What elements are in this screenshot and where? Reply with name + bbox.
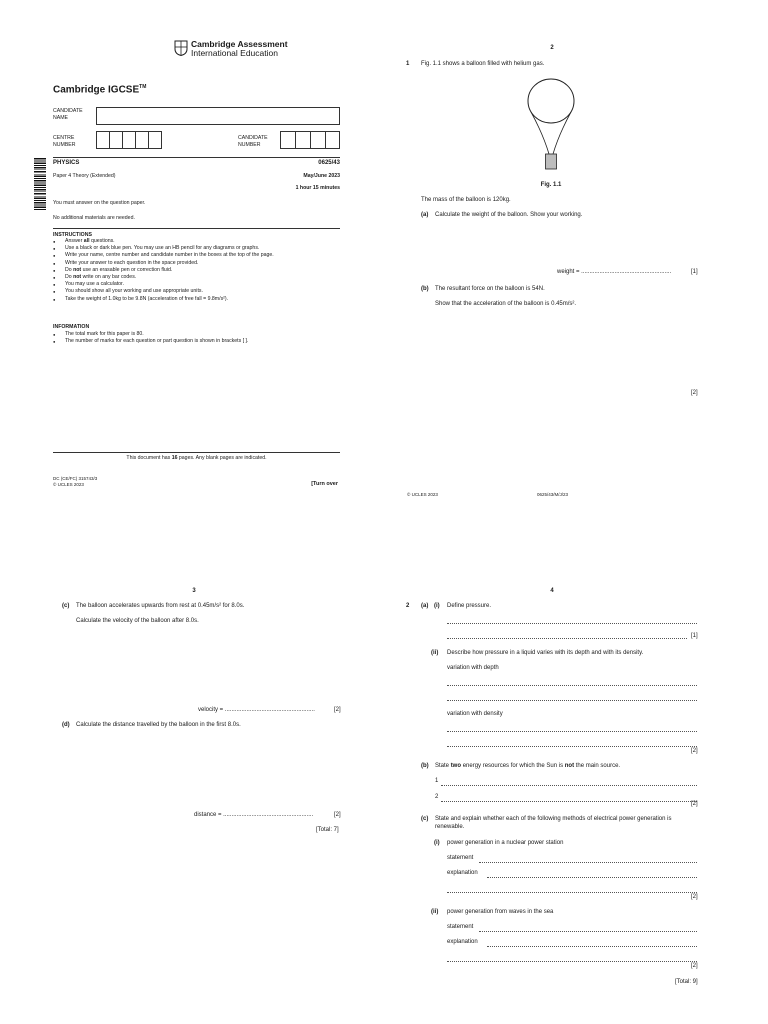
- must-answer-note: You must answer on the question paper.: [53, 200, 146, 206]
- logo-line2: International Education: [191, 48, 278, 58]
- part-c-question-line1: State and explain whether each of the following methods of electrical power generation is: [435, 816, 672, 822]
- centre-digit-box[interactable]: [122, 131, 136, 149]
- no-materials-note: No additional materials are needed.: [53, 215, 135, 221]
- answer-line[interactable]: [479, 931, 697, 932]
- page-number: 2: [550, 45, 554, 51]
- velocity-marks: [2]: [334, 707, 341, 713]
- resource-item-1-number: 1: [435, 778, 439, 784]
- part-aii-label: (ii): [431, 650, 439, 656]
- part-b-show: Show that the acceleration of the balloon is 0.45m/s².: [435, 301, 577, 307]
- centre-number-label: CENTRE NUMBER: [53, 135, 76, 148]
- part-ai-question: Define pressure.: [447, 603, 492, 609]
- footer-code: 0625/43/M/J/23: [537, 492, 569, 497]
- part-c-question-line2: renewable.: [435, 824, 465, 830]
- exam-duration: 1 hour 15 minutes: [295, 185, 340, 191]
- explanation-label: explanation: [447, 870, 478, 876]
- variation-depth-label: variation with depth: [447, 665, 499, 671]
- pages-note-post: pages. Any blank pages are indicated.: [177, 455, 267, 461]
- candidate-digit-box[interactable]: [310, 131, 326, 149]
- instruction-item: ● Write your answer to each question in the space provided.: [53, 260, 274, 267]
- mass-statement: The mass of the balloon is 120kg.: [421, 197, 511, 203]
- part-b-question: [435, 763, 620, 771]
- answer-line[interactable]: [441, 785, 697, 786]
- answer-line[interactable]: [447, 638, 687, 639]
- paper-code: 0625/43: [318, 160, 340, 166]
- instruction-item: ● You should show all your working and use appropriate units.: [53, 288, 274, 295]
- part-b-text-two: two: [450, 763, 462, 769]
- variation-density-label: variation with density: [447, 711, 503, 717]
- question-intro: Fig. 1.1 shows a balloon filled with helium gas.: [421, 61, 545, 67]
- pages-note: [53, 455, 340, 462]
- part-aii-marks: [2]: [691, 748, 698, 754]
- page-title: [53, 84, 146, 95]
- cambridge-crest-icon: [174, 40, 188, 56]
- answer-line[interactable]: [447, 961, 697, 962]
- divider: [53, 228, 340, 229]
- page-number: 3: [192, 588, 196, 594]
- centre-digit-box[interactable]: [135, 131, 149, 149]
- balloon-envelope: [528, 79, 574, 123]
- instructions-list: [53, 238, 274, 303]
- information-heading: INFORMATION: [53, 324, 90, 330]
- page-3: [30, 580, 350, 1000]
- part-b-text-not: not: [564, 763, 575, 769]
- answer-line[interactable]: [447, 892, 697, 893]
- candidate-name-label: CANDIDATE NAME: [53, 108, 83, 121]
- instruction-item: ● Do not use an erasable pen or correction fluid.: [53, 267, 274, 274]
- answer-line[interactable]: [479, 862, 697, 863]
- paper-title: Paper 4 Theory (Extended): [53, 173, 116, 179]
- instruction-item: ● Write your name, centre number and candidate number in the boxes at the top of the page.: [53, 252, 274, 259]
- barcode: [34, 158, 46, 210]
- subject: PHYSICS: [53, 160, 80, 166]
- centre-digit-box[interactable]: [148, 131, 162, 149]
- part-b-marks: [2]: [691, 390, 698, 396]
- balloon-rope-left: [531, 112, 549, 154]
- cover-page: [30, 30, 350, 500]
- part-c-label: (c): [421, 816, 429, 822]
- part-a-label: (a): [421, 212, 429, 218]
- part-c-statement: The balloon accelerates upwards from rest at 0.45m/s² for 8.0s.: [76, 603, 245, 609]
- part-cii-marks: [2]: [691, 963, 698, 969]
- footer-copyright: © UCLES 2023: [53, 482, 84, 487]
- part-b-label: (b): [421, 763, 429, 769]
- instruction-item: ● Answer all questions.: [53, 238, 274, 245]
- distance-answer-line[interactable]: distance = ......................................................: [194, 812, 314, 818]
- answer-line[interactable]: [487, 877, 697, 878]
- candidate-digit-box[interactable]: [325, 131, 340, 149]
- part-ci-question: power generation in a nuclear power station: [447, 840, 564, 846]
- part-b-label: (b): [421, 286, 429, 292]
- answer-line[interactable]: [447, 700, 697, 701]
- pages-note-pre: This document has: [126, 455, 172, 461]
- part-c-label: (c): [62, 603, 70, 609]
- page-number: 4: [550, 588, 554, 594]
- instruction-item: ● Take the weight of 1.0kg to be 9.8N (acceleration of free fall = 9.8m/s²).: [53, 296, 274, 303]
- part-a-label: (a): [421, 603, 429, 609]
- balloon-rope-right: [553, 112, 571, 154]
- explanation-label: explanation: [447, 939, 478, 945]
- part-d-question: Calculate the distance travelled by the balloon in the first 8.0s.: [76, 722, 241, 728]
- divider: [53, 157, 340, 158]
- statement-label: statement: [447, 855, 474, 861]
- velocity-answer-line[interactable]: velocity = ......................................................: [198, 707, 315, 713]
- part-ai-label: (i): [434, 603, 440, 609]
- candidate-digit-box[interactable]: [295, 131, 311, 149]
- answer-line[interactable]: [447, 685, 697, 686]
- instruction-item: ● Do not write on any bar codes.: [53, 274, 274, 281]
- part-cii-question: power generation from waves in the sea: [447, 909, 554, 915]
- candidate-name-box[interactable]: [96, 107, 340, 125]
- weight-answer-line[interactable]: weight = ......................................................: [557, 269, 672, 275]
- information-item: ● The total mark for this paper is 80.: [53, 331, 248, 338]
- figure-caption: Fig. 1.1: [540, 182, 562, 188]
- part-b-text-post: the main source.: [574, 763, 621, 769]
- title-text: Cambridge IGCSE: [53, 84, 140, 96]
- logo-line1: Cambridge Assessment: [191, 39, 288, 49]
- information-item: ● The number of marks for each question or part question is shown in brackets [ ].: [53, 338, 248, 345]
- footer-copyright: © UCLES 2023: [407, 492, 438, 497]
- exam-session: May/June 2023: [303, 173, 340, 179]
- weight-marks: [1]: [691, 269, 698, 275]
- part-ci-marks: [2]: [691, 894, 698, 900]
- question-number: 1: [406, 61, 410, 67]
- instruction-item: ● Use a black or dark blue pen. You may use an HB pencil for any diagrams or graphs.: [53, 245, 274, 252]
- part-c-question: Calculate the velocity of the balloon after 8.0s.: [76, 618, 199, 624]
- part-a-question: Calculate the weight of the balloon. Show your working.: [435, 212, 583, 218]
- divider: [53, 452, 340, 453]
- question-number: 2: [406, 603, 410, 609]
- candidate-digit-box[interactable]: [280, 131, 296, 149]
- candidate-number-label: CANDIDATE NUMBER: [238, 135, 268, 148]
- centre-digit-box[interactable]: [109, 131, 123, 149]
- part-ci-label: (i): [434, 840, 440, 846]
- footer-code: DC (CE/FC) 315743/3: [53, 476, 98, 481]
- balloon-basket: [546, 154, 557, 169]
- answer-line[interactable]: [487, 946, 697, 947]
- part-b-statement: The resultant force on the balloon is 54N.: [435, 286, 545, 292]
- question-total: [Total: 7]: [316, 827, 339, 833]
- part-b-marks: [2]: [691, 801, 698, 807]
- answer-line[interactable]: [447, 623, 697, 624]
- distance-marks: [2]: [334, 812, 341, 818]
- pages-count: 16: [171, 455, 178, 461]
- page-4: [395, 580, 715, 1000]
- question-total: [Total: 9]: [675, 979, 698, 985]
- answer-line[interactable]: [441, 801, 697, 802]
- information-list: [53, 331, 248, 345]
- trademark: TM: [139, 84, 147, 90]
- part-b-text-mid: energy resources for which the Sun is: [461, 763, 565, 769]
- centre-digit-box[interactable]: [96, 131, 110, 149]
- part-cii-label: (ii): [431, 909, 439, 915]
- instruction-item: ● You may use a calculator.: [53, 281, 274, 288]
- resource-item-2-number: 2: [435, 794, 439, 800]
- part-ai-marks: [1]: [691, 633, 698, 639]
- part-b-text-pre: State: [435, 763, 451, 769]
- part-d-label: (d): [62, 722, 70, 728]
- balloon-figure: [521, 76, 581, 176]
- statement-label: statement: [447, 924, 474, 930]
- answer-line[interactable]: [447, 731, 697, 732]
- instructions-heading: INSTRUCTIONS: [53, 232, 92, 238]
- turn-over: [Turn over: [311, 481, 338, 487]
- answer-line[interactable]: [447, 746, 697, 747]
- part-aii-question: Describe how pressure in a liquid varies with its depth and with its density.: [447, 650, 644, 656]
- page-2: [395, 30, 715, 500]
